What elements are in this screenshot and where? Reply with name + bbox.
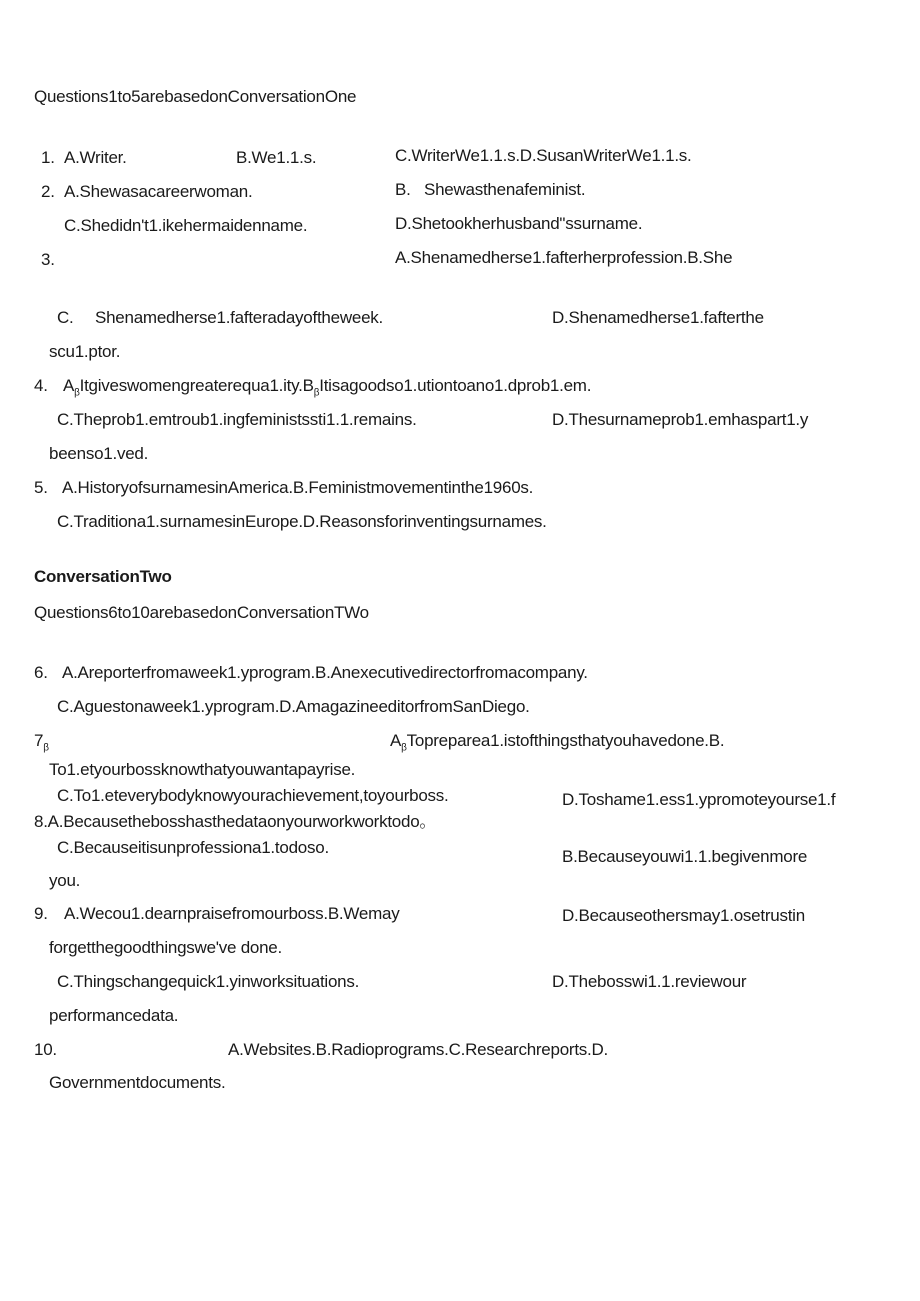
q7-number	[34, 731, 49, 758]
q4-option-ab	[63, 376, 591, 403]
section1-header: Questions1to5arebasedonConversationOne	[34, 87, 357, 106]
q3-option-d-continued: scu1.ptor.	[49, 342, 121, 361]
q7-option-c: C.To1.eteverybodyknowyourachievement,toyourboss.	[57, 786, 449, 805]
q9-option-c: C.Thingschangequick1.yinworksituations.	[57, 972, 360, 991]
q6-option-ab: A.Areporterfromaweek1.yprogram.B.Anexecutivedirectorfromacompany.	[62, 663, 588, 682]
section2-header: Questions6to10arebasedonConversationTWo	[34, 603, 369, 622]
q2-option-c: C.Shedidn't1.ikehermaidenname.	[64, 216, 308, 235]
q4-option-d-continued: beenso1.ved.	[49, 444, 149, 463]
q10-options: A.Websites.B.Radioprograms.C.Researchreports.D.	[228, 1040, 609, 1059]
q4-subscript-2: β	[313, 387, 320, 399]
q4-subscript-1: β	[74, 387, 80, 399]
q1-option-a: A.Writer.	[64, 148, 127, 167]
q6-number: 6.	[34, 663, 48, 682]
q4-option-a: Itgiveswomengreaterequa1.ity.B	[79, 376, 314, 395]
q4-option-b: Itisagoodso1.utiontoano1.dprob1.em.	[319, 376, 592, 395]
q8-option-b-continued: you.	[49, 871, 81, 890]
q5-option-ab: A.HistoryofsurnamesinAmerica.B.Feministmovementinthe1960s.	[62, 478, 534, 497]
q4-option-d: D.Thesurnameprob1.emhaspart1.y	[552, 410, 809, 429]
q10-option-d-continued: Governmentdocuments.	[49, 1073, 226, 1092]
q8-option-c: C.Becauseitisunprofessiona1.todoso.	[57, 838, 329, 857]
q2-option-d: D.Shetookherhusband"ssurname.	[395, 214, 643, 233]
q4-number: 4.	[34, 376, 48, 395]
q9-option-d-clipped-text: D.Becauseothersmay1.osetrustin	[562, 906, 805, 925]
q7-subscript: β	[43, 742, 49, 754]
q9-option-ab: A.Wecou1.dearnpraisefromourboss.B.Wemay	[64, 904, 400, 923]
q8-option-a: 8.A.Becausethebosshasthedataonyourworkworktodo。	[34, 812, 437, 831]
q3-number: 3.	[41, 250, 55, 269]
q10-number: 10.	[34, 1040, 57, 1059]
q3-option-d: D.Shenamedherse1.fafterthe	[552, 308, 764, 327]
section2-title: ConversationTwo	[34, 567, 172, 586]
q6-option-cd: C.Aguestonaweek1.yprogram.D.AmagazineeditorfromSanDiego.	[57, 697, 530, 716]
q9-option-d: D.Thebosswi1.1.reviewour	[552, 972, 747, 991]
q9-option-d-continued: performancedata.	[49, 1006, 179, 1025]
q4-option-c: C.Theprob1.emtroub1.ingfeministssti1.1.remains.	[57, 410, 417, 429]
q7-number-text: 7	[34, 731, 44, 750]
q7-subscript-2: β	[401, 742, 407, 754]
q7-option-b-continued: To1.etyourbossknowthatyouwantapayrise.	[49, 760, 356, 779]
q7-option-ab	[390, 731, 724, 758]
q2-option-a: A.Shewasacareerwoman.	[64, 182, 253, 201]
q1-number: 1.	[41, 148, 55, 167]
q7-option-ab-text: Topreparea1.istofthingsthatyouhavedone.B.	[406, 731, 725, 750]
q2-option-b: B. Shewasthenafeminist.	[395, 180, 586, 199]
q2-number: 2.	[41, 182, 55, 201]
q4-option-a-label: A	[63, 376, 75, 395]
q5-option-cd: C.Traditiona1.surnamesinEurope.D.Reasonsforinventingsurnames.	[57, 512, 547, 531]
q3-option-c-label: C.	[57, 308, 74, 327]
q7-option-a-label: A	[390, 731, 402, 750]
q1-option-cd: C.WriterWe1.1.s.D.SusanWriterWe1.1.s.	[395, 146, 692, 165]
q8-option-b: B.Becauseyouwi1.1.begivenmore	[562, 847, 808, 866]
q3-option-c: Shenamedherse1.fafteradayoftheweek.	[95, 308, 384, 327]
q7-option-d: D.Toshame1.ess1.ypromoteyourse1.f	[562, 790, 836, 809]
q3-option-ab: A.Shenamedherse1.fafterherprofession.B.She	[395, 248, 733, 267]
q5-number: 5.	[34, 478, 48, 497]
q9-option-d-clipped	[562, 901, 805, 925]
q9-option-b-continued: forgetthegoodthingswe've done.	[49, 938, 282, 957]
q9-number: 9.	[34, 904, 48, 923]
q1-option-b: B.We1.1.s.	[236, 148, 317, 167]
